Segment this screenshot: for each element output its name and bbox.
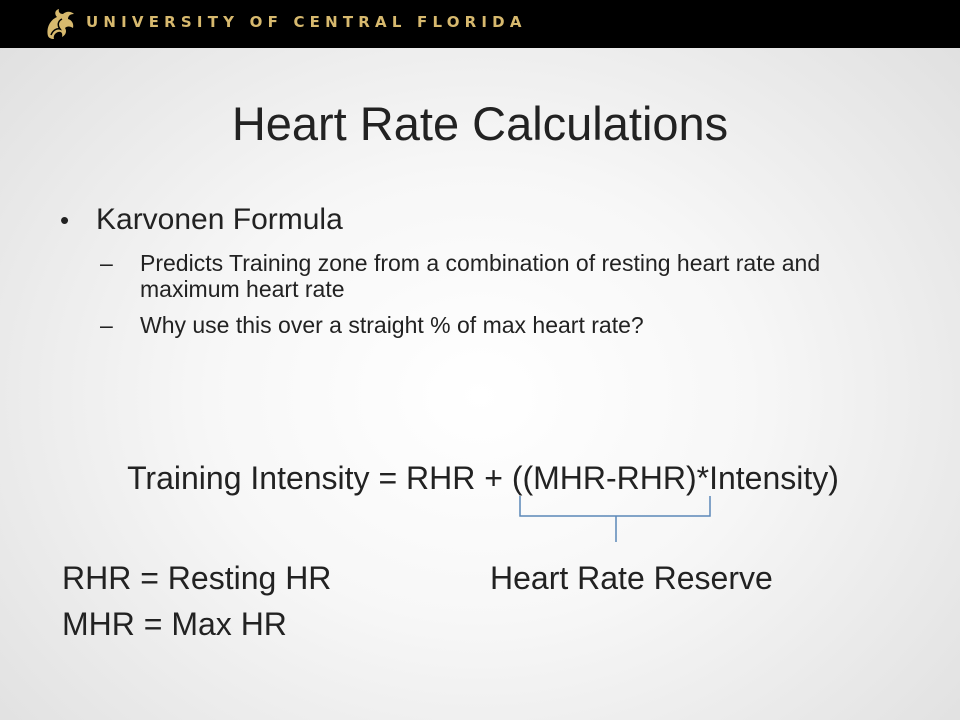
sub-bullet-text: Predicts Training zone from a combination of resting heart rate and maximum heart rate — [140, 250, 821, 302]
heart-rate-reserve-label: Heart Rate Reserve — [490, 560, 773, 596]
sub-bullet-item — [60, 312, 900, 338]
header-bar — [0, 0, 960, 48]
sub-bullet-dash: – — [100, 312, 113, 338]
bullet-list — [60, 200, 900, 338]
university-name: UNIVERSITY OF CENTRAL FLORIDA — [86, 13, 527, 31]
reserve-bracket — [515, 494, 715, 544]
definition-mhr: MHR = Max HR — [62, 606, 287, 642]
pegasus-logo-icon — [42, 6, 78, 42]
bullet-item — [60, 200, 900, 240]
bullet-dot: • — [60, 205, 70, 235]
karvonen-formula: Training Intensity = RHR + ((MHR-RHR)*Intensity) — [127, 460, 839, 496]
sub-bullet-dash: – — [100, 250, 113, 276]
bullet-text: Karvonen Formula — [96, 203, 343, 236]
definition-rhr: RHR = Resting HR — [62, 560, 332, 596]
sub-bullet-text: Why use this over a straight % of max heart rate? — [140, 312, 644, 338]
sub-bullet-item — [60, 250, 900, 302]
slide-title: Heart Rate Calculations — [231, 97, 729, 150]
